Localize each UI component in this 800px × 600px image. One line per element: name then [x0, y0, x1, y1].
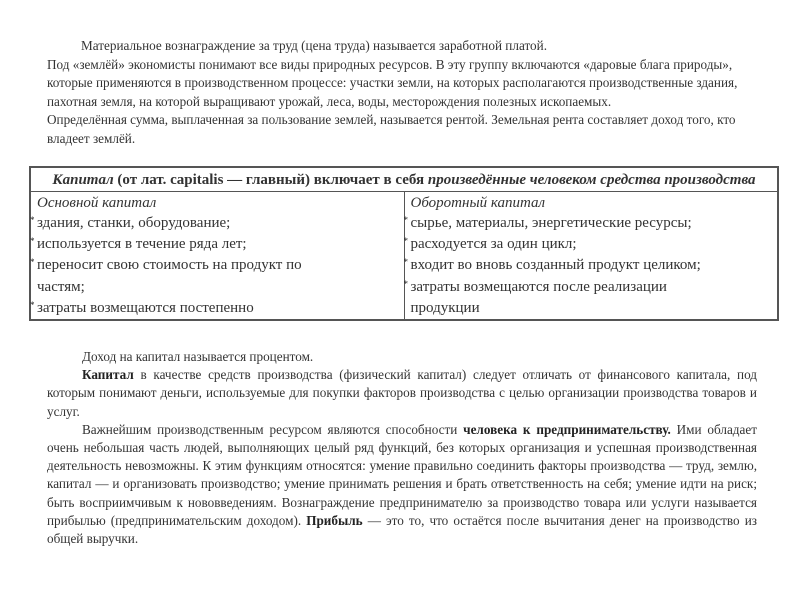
list-item: * здания, станки, оборудование; — [31, 213, 404, 234]
bullet-icon: * — [403, 215, 408, 225]
bullet-icon: * — [30, 299, 35, 310]
profit-bold-term: Прибыль — [306, 512, 363, 528]
list-item: * расходуется за один цикл; — [405, 234, 778, 255]
rent-paragraph: Определённая сумма, выплаченная за пользование землей, называется рентой. Земельная рента составляет доход того, кто владеет землёй. — [47, 112, 736, 146]
bullet-icon: * — [30, 215, 35, 225]
list-item: * затраты возмещаются постепенно — [31, 298, 404, 319]
list-item: * сырье, материалы, энергетические ресурсы; — [405, 213, 778, 234]
bullet-icon: * — [403, 278, 408, 289]
bullet-icon: * — [403, 257, 408, 268]
bullet-icon: * — [30, 236, 35, 247]
capital-table — [29, 166, 779, 321]
interest-paragraph: Доход на капитал называется процентом. — [82, 349, 314, 364]
land-paragraph: Под «землёй» экономисты понимают все виды природных ресурсов. В эту группу включаются «даровые блага природы», которые применяются в производственном процессе: участки земли, на которых располагаются производственные здания, пахотная земля, на которой выращивают урожай, леса, воды, месторождения полезных ископаемых. — [47, 56, 738, 109]
capital-table-header — [30, 167, 778, 192]
list-item: * затраты возмещаются после реализации продукции — [405, 277, 778, 319]
list-item: * переносит свою стоимость на продукт по частям; — [31, 255, 404, 297]
capital-bold-term: Капитал — [82, 367, 134, 383]
bullet-icon: * — [30, 257, 35, 268]
fixed-capital-title: Основной капитал — [37, 195, 157, 211]
working-capital-title: Оборотный капитал — [410, 195, 546, 211]
list-item: * входит во вновь созданный продукт целиком; — [405, 255, 778, 276]
working-capital-column — [404, 192, 778, 321]
intro-section — [47, 37, 767, 148]
capital-definition: (от лат. capitalis — главный) включает в себя — [113, 172, 428, 188]
capital-term: Капитал — [52, 172, 114, 188]
capital-paragraph: Капитал в качестве средств производства (физический капитал) следует отличать от финансового капитала, под которым понимают деньги, используемые для покупки факторов производства с целью организации производства товаров и услуг. — [47, 367, 757, 419]
bullet-icon: * — [403, 236, 408, 247]
entrepreneurship-paragraph: Важнейшим производственным ресурсом являются способности человека к предпринимательству. Ими обладает очень небольшая часть людей, выполняющих целый ряд функций, без которых организация и успешная производственная деятельность невозможны. К этим функциям относятся: умение правильно соединить факторы производства — труд, землю, капитал — и организовать производство; умение принимать решения и брать ответственность на себя; умение идти на риск; быть восприимчивым к нововведениям. Вознаграждение предпринимателю за производство товара или услуги называется прибылью (предпринимательским доходом). Прибыль — это то, что остаётся после вычитания денег на производство из общей выручки. — [47, 421, 757, 547]
entrepreneurship-bold-term: человека к предпринимательству. — [463, 421, 671, 437]
capital-definition-italic: произведённые человеком средства производства — [427, 172, 756, 188]
body-section — [47, 348, 757, 548]
wage-paragraph: Материальное вознаграждение за труд (цена труда) называется заработной платой. — [81, 38, 547, 53]
fixed-capital-column — [30, 192, 404, 321]
list-item: * используется в течение ряда лет; — [31, 234, 404, 255]
